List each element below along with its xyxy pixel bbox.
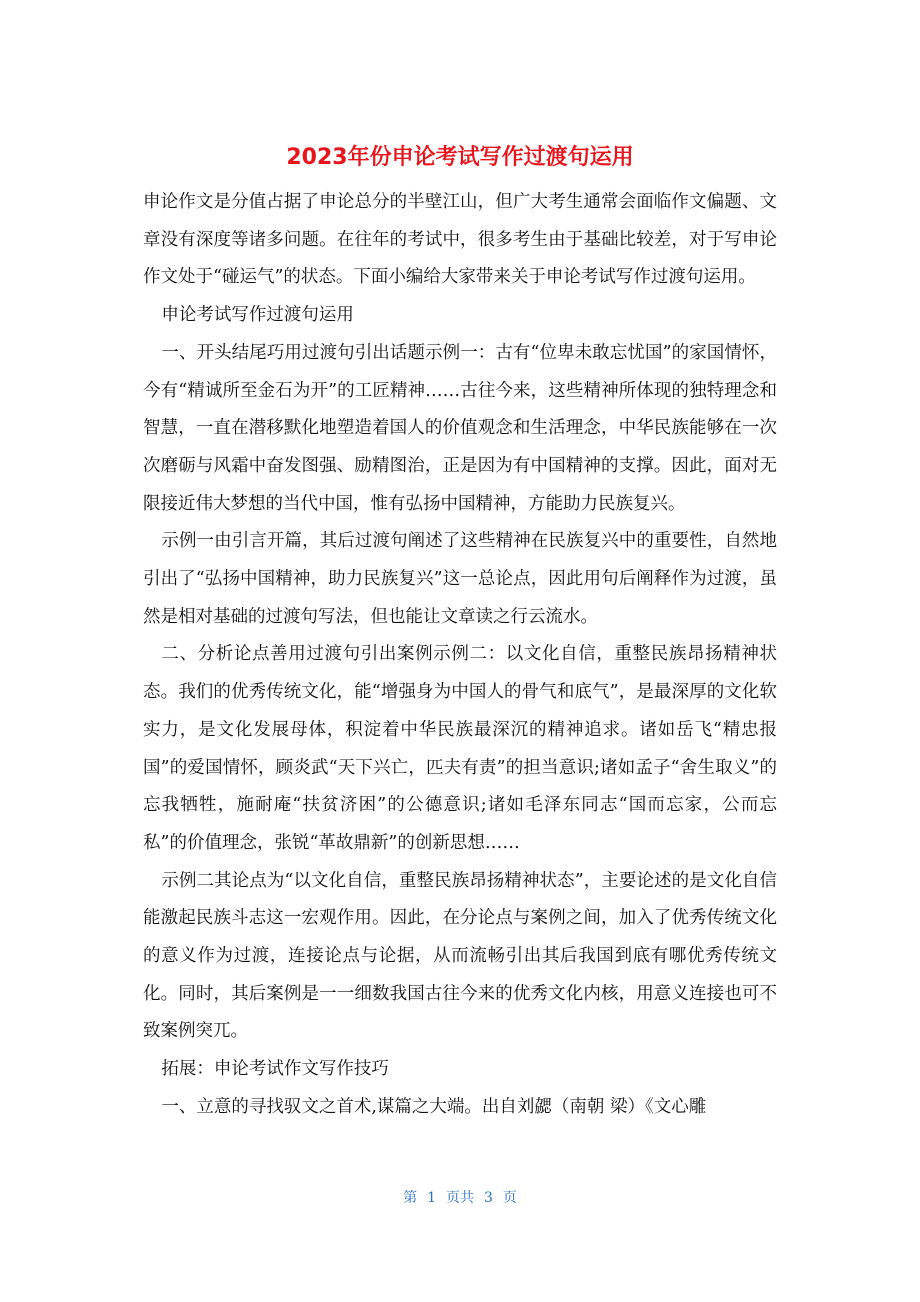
page-footer <box>0 1186 920 1210</box>
footer-prefix: 第 <box>403 1190 418 1206</box>
paragraph-tip-one: 一、立意的寻找驭文之首术,谋篇之大端。出自刘勰（南朝 梁）《文心雕 <box>161 1096 707 1117</box>
paragraph-example-two-analysis: 示例二其论点为“以文化自信，重整民族昂扬精神状态”，主要论述的是文化自信能激起民族斗志这一宏观作用。因此，在分论点与案例之间，加入了优秀传统文化的意义作为过渡，连接论点与论据，从而流畅引出其后我国到底有哪优秀传统文化。同时，其后案例是一一细数我国古往今来的优秀文化内核，用意义连接也可不致案例突兀。 <box>143 870 777 1042</box>
paragraph-intro: 申论作文是分值占据了申论总分的半壁江山，但广大考生通常会面临作文偏题、文章没有深度等诸多问题。在往年的考试中，很多考生由于基础比较差，对于写申论作文处于“碰运气”的状态。下面小编给大家带来关于申论考试写作过渡句运用。 <box>143 192 777 288</box>
paragraph-subtitle: 申论考试写作过渡句运用 <box>161 305 354 326</box>
paragraph-extension-heading: 拓展：申论考试作文写作技巧 <box>161 1059 389 1080</box>
footer-total-pages: 3 <box>484 1190 493 1206</box>
document-title: 2023年份申论考试写作过渡句运用 <box>286 145 634 170</box>
footer-middle: 页共 <box>446 1190 474 1206</box>
paragraph-example-one: 一、开头结尾巧用过渡句引出话题示例一：古有“位卑未敢忘忧国”的家国情怀，今有“精诚所至金石为开”的工匠精神……古往今来，这些精神所体现的独特理念和智慧，一直在潜移默化地塑造着国人的价值观念和生活理念，中华民族能够在一次次磨砺与风霜中奋发图强、励精图治，正是因为有中国精神的支撑。因此，面对无限接近伟大梦想的当代中国，惟有弘扬中国精神，方能助力民族复兴。 <box>143 342 777 514</box>
footer-page-number: 1 <box>427 1190 436 1206</box>
document-body <box>143 184 777 1127</box>
footer-suffix: 页 <box>502 1190 517 1206</box>
paragraph-example-one-analysis: 示例一由引言开篇，其后过渡句阐述了这些精神在民族复兴中的重要性，自然地引出了“弘扬中国精神，助力民族复兴”这一总论点，因此用句后阐释作为过渡，虽然是相对基础的过渡句写法，但也能让文章读之行云流水。 <box>143 531 777 627</box>
paragraph-example-two: 二、分析论点善用过渡句引出案例示例二：以文化自信，重整民族昂扬精神状态。我们的优秀传统文化，能“增强身为中国人的骨气和底气”，是最深厚的文化软实力，是文化发展母体，积淀着中华民族最深沉的精神追求。诸如岳飞“精忠报国”的爱国情怀，顾炎武“天下兴亡，匹夫有责”的担当意识;诸如孟子“舍生取义”的忘我牺牲，施耐庵“扶贫济困”的公德意识;诸如毛泽东同志“国而忘家，公而忘私”的价值理念，张锐“革故鼎新”的创新思想…… <box>143 644 777 853</box>
